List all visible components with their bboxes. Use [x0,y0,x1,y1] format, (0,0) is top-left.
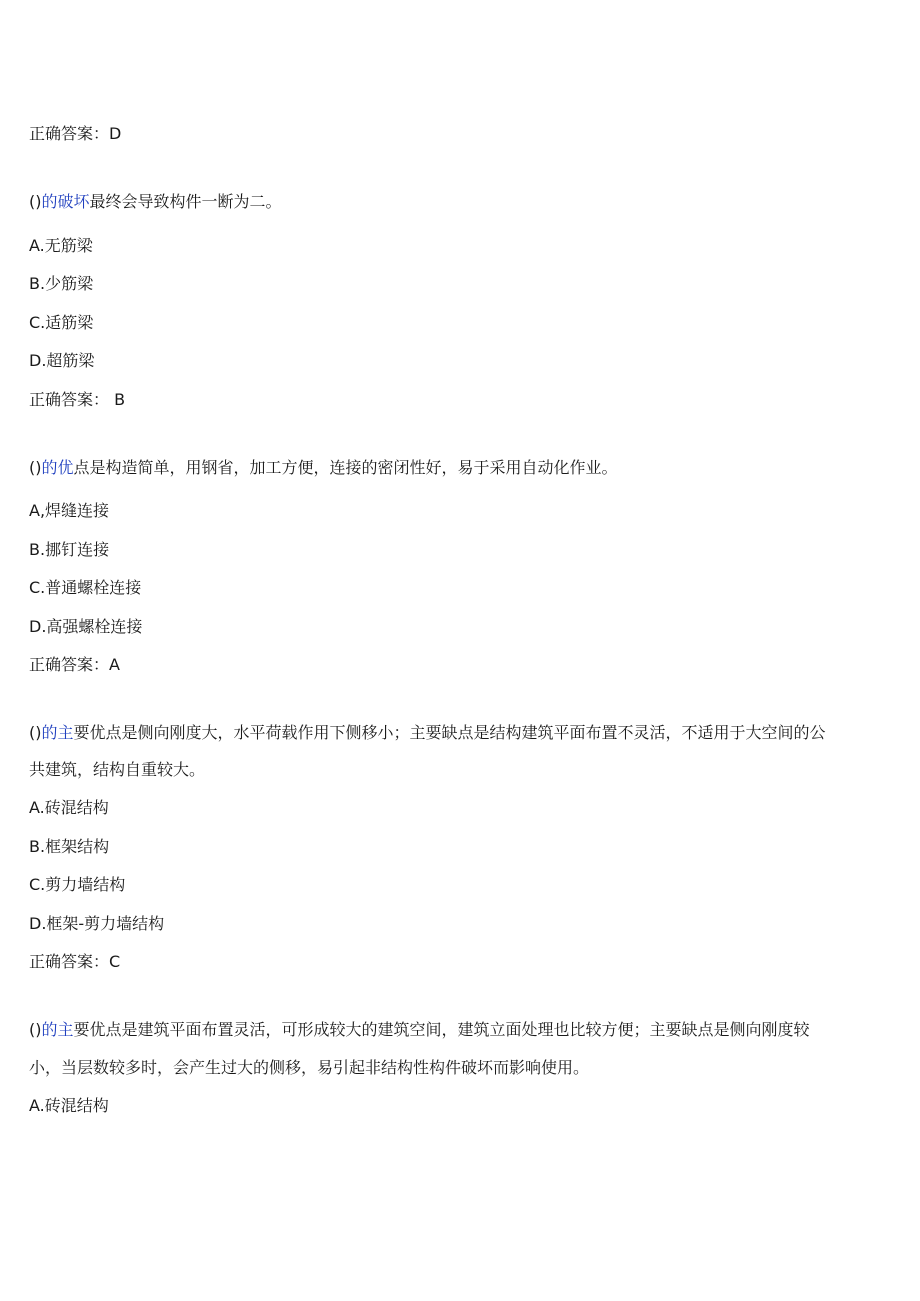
question-text [29,458,618,478]
option-d: D.高强螺栓连接 [29,617,143,636]
option-c: C.普通螺栓连接 [29,578,142,597]
option-a: A.砖混结构 [29,798,109,817]
question-highlight: 的破坏 [41,192,90,211]
question-blank: () [29,723,42,742]
question-text-continued: 共建筑，结构自重较大。 [29,760,206,779]
option-a: A.砖混结构 [29,1096,109,1115]
question-blank: () [29,1020,42,1039]
answer-line: 正确答案：A [29,655,120,674]
option-c: C.适筋梁 [29,313,94,332]
question-text [29,723,826,743]
option-a: A,焊缝连接 [29,501,110,520]
option-d: D.超筋梁 [29,351,95,370]
option-d: D.框架-剪力墙结构 [29,914,165,933]
question-blank: () [29,458,42,477]
answer-line: 正确答案：C [29,952,121,971]
question-text [29,1020,810,1040]
question-text [29,192,282,212]
question-blank: () [29,192,42,211]
question-text-continued: 小，当层数较多时，会产生过大的侧移，易引起非结构性构件破坏而影响使用。 [29,1058,590,1077]
question-rest: 最终会导致构件一断为二。 [89,192,282,211]
option-b: B.框架结构 [29,837,110,856]
option-a: A.无筋梁 [29,236,93,255]
question-rest: 要优点是建筑平面布置灵活，可形成较大的建筑空间，建筑立面处理也比较方便；主要缺点是侧向刚度较 [73,1020,810,1039]
question-rest: 要优点是侧向刚度大，水平荷载作用下侧移小；主要缺点是结构建筑平面布置不灵活，不适用于大空间的公 [73,723,826,742]
question-rest: 点是构造简单，用钢省，加工方便，连接的密闭性好，易于采用自动化作业。 [73,458,618,477]
option-b: B.少筋梁 [29,274,94,293]
answer-line: 正确答案： B [29,390,126,409]
question-highlight: 的主 [41,1020,74,1039]
answer-line: 正确答案：D [29,124,122,143]
question-highlight: 的优 [41,458,74,477]
question-highlight: 的主 [41,723,74,742]
option-c: C.剪力墙结构 [29,875,126,894]
option-b: B.挪钉连接 [29,540,110,559]
